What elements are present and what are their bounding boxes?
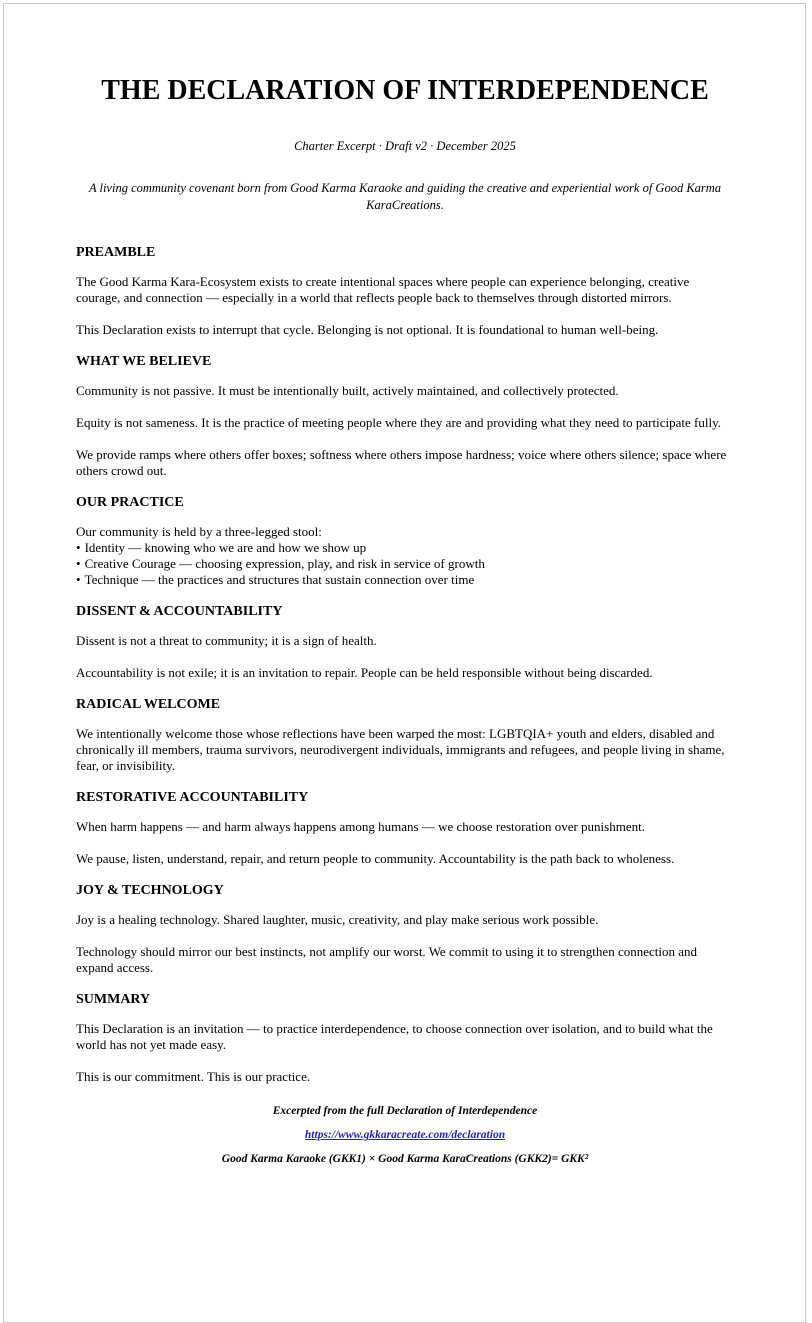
section-our-practice (76, 494, 734, 588)
list-item-text: Technique — the practices and structures that sustain connection over time (84, 572, 475, 587)
document-intro: A living community covenant born from Good Karma Karaoke and guiding the creative and experiential work of Good Karma KaraCreations. (88, 181, 722, 212)
section-restorative-accountability (76, 789, 734, 867)
section-heading-dissent-accountability: DISSENT & ACCOUNTABILITY (76, 604, 283, 619)
paragraph: The Good Karma Kara-Ecosystem exists to create intentional spaces where people can experience belonging, creative courage, and connection — especially in a world that reflects people back to themselves through distorted mirrors. (76, 274, 690, 305)
section-joy-technology (76, 882, 734, 976)
document-subtitle: Charter Excerpt · Draft v2 · December 2025 (294, 139, 516, 153)
document-page (3, 3, 806, 1323)
paragraph: Technology should mirror our best instincts, not amplify our worst. We commit to using it to strengthen connection and expand access. (76, 944, 697, 975)
document-footer (76, 1103, 734, 1167)
paragraph: This is our commitment. This is our practice. (76, 1069, 311, 1084)
list-item (76, 556, 734, 572)
paragraph: Dissent is not a threat to community; it is a sign of health. (76, 633, 377, 648)
paragraph: This Declaration exists to interrupt that cycle. Belonging is not optional. It is foundational to human well-being. (76, 322, 659, 337)
section-heading-what-we-believe: WHAT WE BELIEVE (76, 354, 212, 369)
section-summary (76, 991, 734, 1085)
bullet-icon: • (76, 540, 81, 555)
paragraph: Equity is not sameness. It is the practice of meeting people where they are and providing what they need to participate fully. (76, 415, 721, 430)
footer-note: Excerpted from the full Declaration of Interdependence (272, 1105, 538, 1117)
list-item (76, 572, 734, 588)
list-item (76, 540, 734, 556)
section-heading-preamble: PREAMBLE (76, 245, 156, 260)
paragraph: This Declaration is an invitation — to practice interdependence, to choose connection over isolation, and to build what the world has not yet made easy. (76, 1021, 713, 1052)
bullet-icon: • (76, 572, 81, 587)
section-heading-joy-technology: JOY & TECHNOLOGY (76, 883, 224, 898)
paragraph: We pause, listen, understand, repair, and return people to community. Accountability is the path back to wholeness. (76, 851, 675, 866)
paragraph: Community is not passive. It must be intentionally built, actively maintained, and collectively protected. (76, 383, 619, 398)
sections-container (76, 244, 734, 1085)
paragraph: Our community is held by a three-legged stool: (76, 524, 322, 539)
section-heading-our-practice: OUR PRACTICE (76, 495, 184, 510)
section-what-we-believe (76, 353, 734, 479)
paragraph: Joy is a healing technology. Shared laughter, music, creativity, and play make serious work possible. (76, 912, 599, 927)
bullet-icon: • (76, 556, 81, 571)
paragraph: When harm happens — and harm always happens among humans — we choose restoration over punishment. (76, 819, 645, 834)
section-heading-restorative-accountability: RESTORATIVE ACCOUNTABILITY (76, 790, 309, 805)
paragraph: We provide ramps where others offer boxes; softness where others impose hardness; voice where others silence; space where others crowd out. (76, 447, 727, 478)
list-item-text: Identity — knowing who we are and how we show up (84, 540, 367, 555)
section-dissent-accountability (76, 603, 734, 681)
section-radical-welcome (76, 696, 734, 774)
paragraph: We intentionally welcome those whose reflections have been warped the most: LGBTQIA+ youth and elders, disabled and chronically ill members, trauma survivors, neurodivergent individuals, immigrants and refugees, and people living in shame, fear, or invisibility. (76, 726, 725, 773)
section-heading-radical-welcome: RADICAL WELCOME (76, 697, 221, 712)
list-item-text: Creative Courage — choosing expression, play, and risk in service of growth (84, 556, 485, 571)
page-title: THE DECLARATION OF INTERDEPENDENCE (101, 75, 709, 106)
section-heading-summary: SUMMARY (76, 992, 151, 1007)
footer-link[interactable]: https://www.gkkaracreate.com/declaration (304, 1129, 506, 1141)
footer-formula: Good Karma Karaoke (GKK1) × Good Karma KaraCreations (GKK2)= GKK² (221, 1153, 589, 1165)
section-preamble (76, 244, 734, 338)
paragraph: Accountability is not exile; it is an invitation to repair. People can be held responsible without being discarded. (76, 665, 653, 680)
